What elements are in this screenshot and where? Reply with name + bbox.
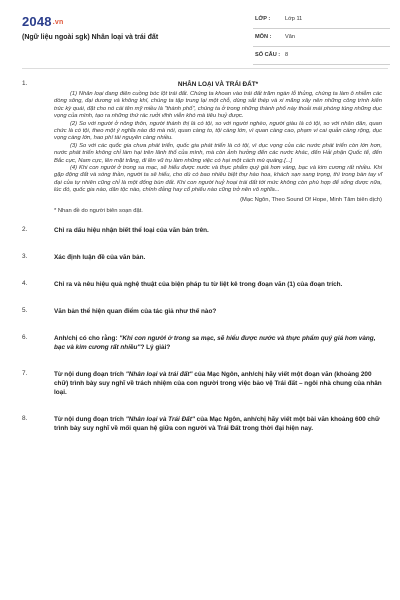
question-3 — [22, 253, 382, 262]
question-quote: "Nhân loại và Trái Đất" — [125, 415, 195, 423]
meta-label-count: SỐ CÂU : — [255, 52, 281, 58]
logo-suffix: .vn — [52, 19, 64, 26]
meta-row-subject — [253, 32, 390, 47]
question-number: 3. — [22, 252, 28, 260]
page-header — [0, 0, 400, 60]
question-4 — [22, 280, 382, 289]
meta-row-class — [253, 14, 390, 29]
meta-value-class: Lớp 11 — [285, 16, 303, 22]
header-divider — [22, 68, 388, 69]
passage-paragraph-4: (4) Khi con người ở trong sa mạc, sẽ hiểu được nước và thực phẩm quý giá hơn vàng, bạc và kim cương rất nhiều. Khi gặp động đất và sóng thần, người ta sẽ hiểu, cho dù có bao nhiêu biệt thự hào hoa, khách sạn sang trọng, thì trong bàn tay vĩ đại của tự nhiên cũng chỉ là một đống bùn đất. Khi con người huỷ hoại trái đất tới mức không còn phù hợp để sống được nữa, lúc đó, quốc gia nào, dân tộc nào, chính đảng hay cổ phiếu nào cũng trở nên vô nghĩa... — [54, 165, 382, 194]
question-text: Chỉ ra và nêu hiệu quả nghệ thuật của biện pháp tu từ liệt kê trong đoạn văn (1) của đoạn trích. — [54, 280, 343, 288]
passage-footnote: * Nhan đề do người biên soạn đặt. — [54, 207, 143, 214]
question-text — [54, 334, 382, 352]
question-number: 7. — [22, 369, 28, 377]
meta-value-count: 8 — [285, 52, 289, 58]
question-quote: "Nhân loại và trái đất" — [125, 370, 193, 378]
passage-title: NHÂN LOẠI VÀ TRÁI ĐẤT* — [177, 81, 259, 88]
meta-label-subject: MÔN : — [255, 34, 272, 40]
question-text-tail: ? Lý giải? — [140, 343, 171, 351]
question-text: Văn bản thể hiện quan điểm của tác giả như thế nào? — [54, 307, 217, 315]
passage-paragraph-3: (3) So với các quốc gia chưa phát triển, quốc gia phát triển là có tội, vì dục vọng của các nước phát triển còn lớn hơn, nước phát triển không chỉ làm hại trên lãnh thổ của mình, mà còn ảnh hưởng đến các nước khác, đến Hải phận Quốc tế, đến Bắc cực, Nam cực, lên mặt trăng, đi lên vũ trụ làm những việc có hại một cách mù quáng.[...] — [54, 142, 382, 164]
question-2 — [22, 226, 382, 235]
site-logo[interactable] — [22, 14, 63, 29]
passage-paragraph-2: (2) So với người ở nông thôn, người thành thị là có tội, so với người nghèo, người giàu là có tội, so với nhân dân, quan chức là có tội, theo một ý nghĩa nào đó mà nói, quan càng to, tội càng lớn, vì quan càng cao, phạm vi cai quản càng rộng, dục vọng càng lớn, hao phí tài nguyên càng nhiều. — [54, 120, 382, 142]
question-number: 8. — [22, 414, 28, 422]
question-8 — [22, 415, 382, 433]
meta-label-class: LỚP : — [255, 16, 271, 22]
question-text: Chỉ ra dấu hiệu nhận biết thể loại của văn bản trên. — [54, 226, 209, 234]
question-number: 6. — [22, 333, 28, 341]
question-7 — [22, 370, 382, 397]
question-text-lead: Anh/chị có cho rằng: — [54, 334, 120, 342]
question-number: 4. — [22, 279, 28, 287]
logo-number: 2048 — [22, 14, 52, 29]
question-text-tail: của Mạc Ngôn, anh/chị hãy viết một bài văn khoảng 600 chữ trình bày suy nghĩ về mối quan hệ giữa con người và Trái Đất trong thời đại hiện nay. — [54, 415, 380, 432]
passage-block — [54, 80, 382, 215]
question-5 — [22, 307, 382, 316]
question-number: 1. — [22, 80, 28, 87]
question-quote: "Khi con người ở trong sa mạc, sẽ hiểu được nước và thực phẩm quý giá hơn vàng, bạc và kim cương rất nhiều" — [54, 334, 376, 351]
question-text-tail: của Mạc Ngôn, anh/chị hãy viết một đoạn văn (khoảng 200 chữ) trình bày suy nghĩ về trách nhiệm của con người trong việc bảo vệ Trái đất – ngôi nhà chung của nhân loại. — [54, 370, 382, 396]
question-text — [54, 415, 382, 433]
question-number: 2. — [22, 225, 28, 233]
question-1-passage — [22, 80, 382, 215]
question-list — [22, 80, 382, 433]
question-text — [54, 370, 382, 397]
question-number: 5. — [22, 306, 28, 314]
question-6 — [22, 334, 382, 352]
question-text-lead: Từ nội dung đoạn trích — [54, 415, 126, 423]
meta-box — [253, 14, 390, 68]
document-subtitle: (Ngữ liệu ngoài sgk) Nhân loại và trái đất — [22, 34, 159, 41]
passage-source: (Mạc Ngôn, Theo Sound Of Hope, Minh Tâm biên dịch) — [240, 196, 382, 203]
question-text-lead: Từ nội dung đoạn trích — [54, 370, 126, 378]
question-text: Xác định luận đề của văn bản. — [54, 253, 146, 261]
meta-row-count — [253, 50, 390, 65]
passage-paragraph-1: (1) Nhân loại đang điên cuồng bóc lột trái đất. Chúng ta khoan vào trái đất trăm ngàn lỗ thủng, chúng ta làm ô nhiễm các dòng sông, đại dương và không khí, chúng ta tập trung lại một chỗ, dùng sắt thép và xi măng xây nên những công trình kiến trúc kỳ quái, đặt cho nó cái tên mỹ miều là "thành phố", chúng ta ở trong những thành phố này thoải mái phóng túng những dục vọng của mình, tạo ra những thứ rác rưởi vĩnh viễn khó mà tiêu huỷ được. — [54, 91, 382, 120]
meta-value-subject: Văn — [285, 34, 295, 40]
